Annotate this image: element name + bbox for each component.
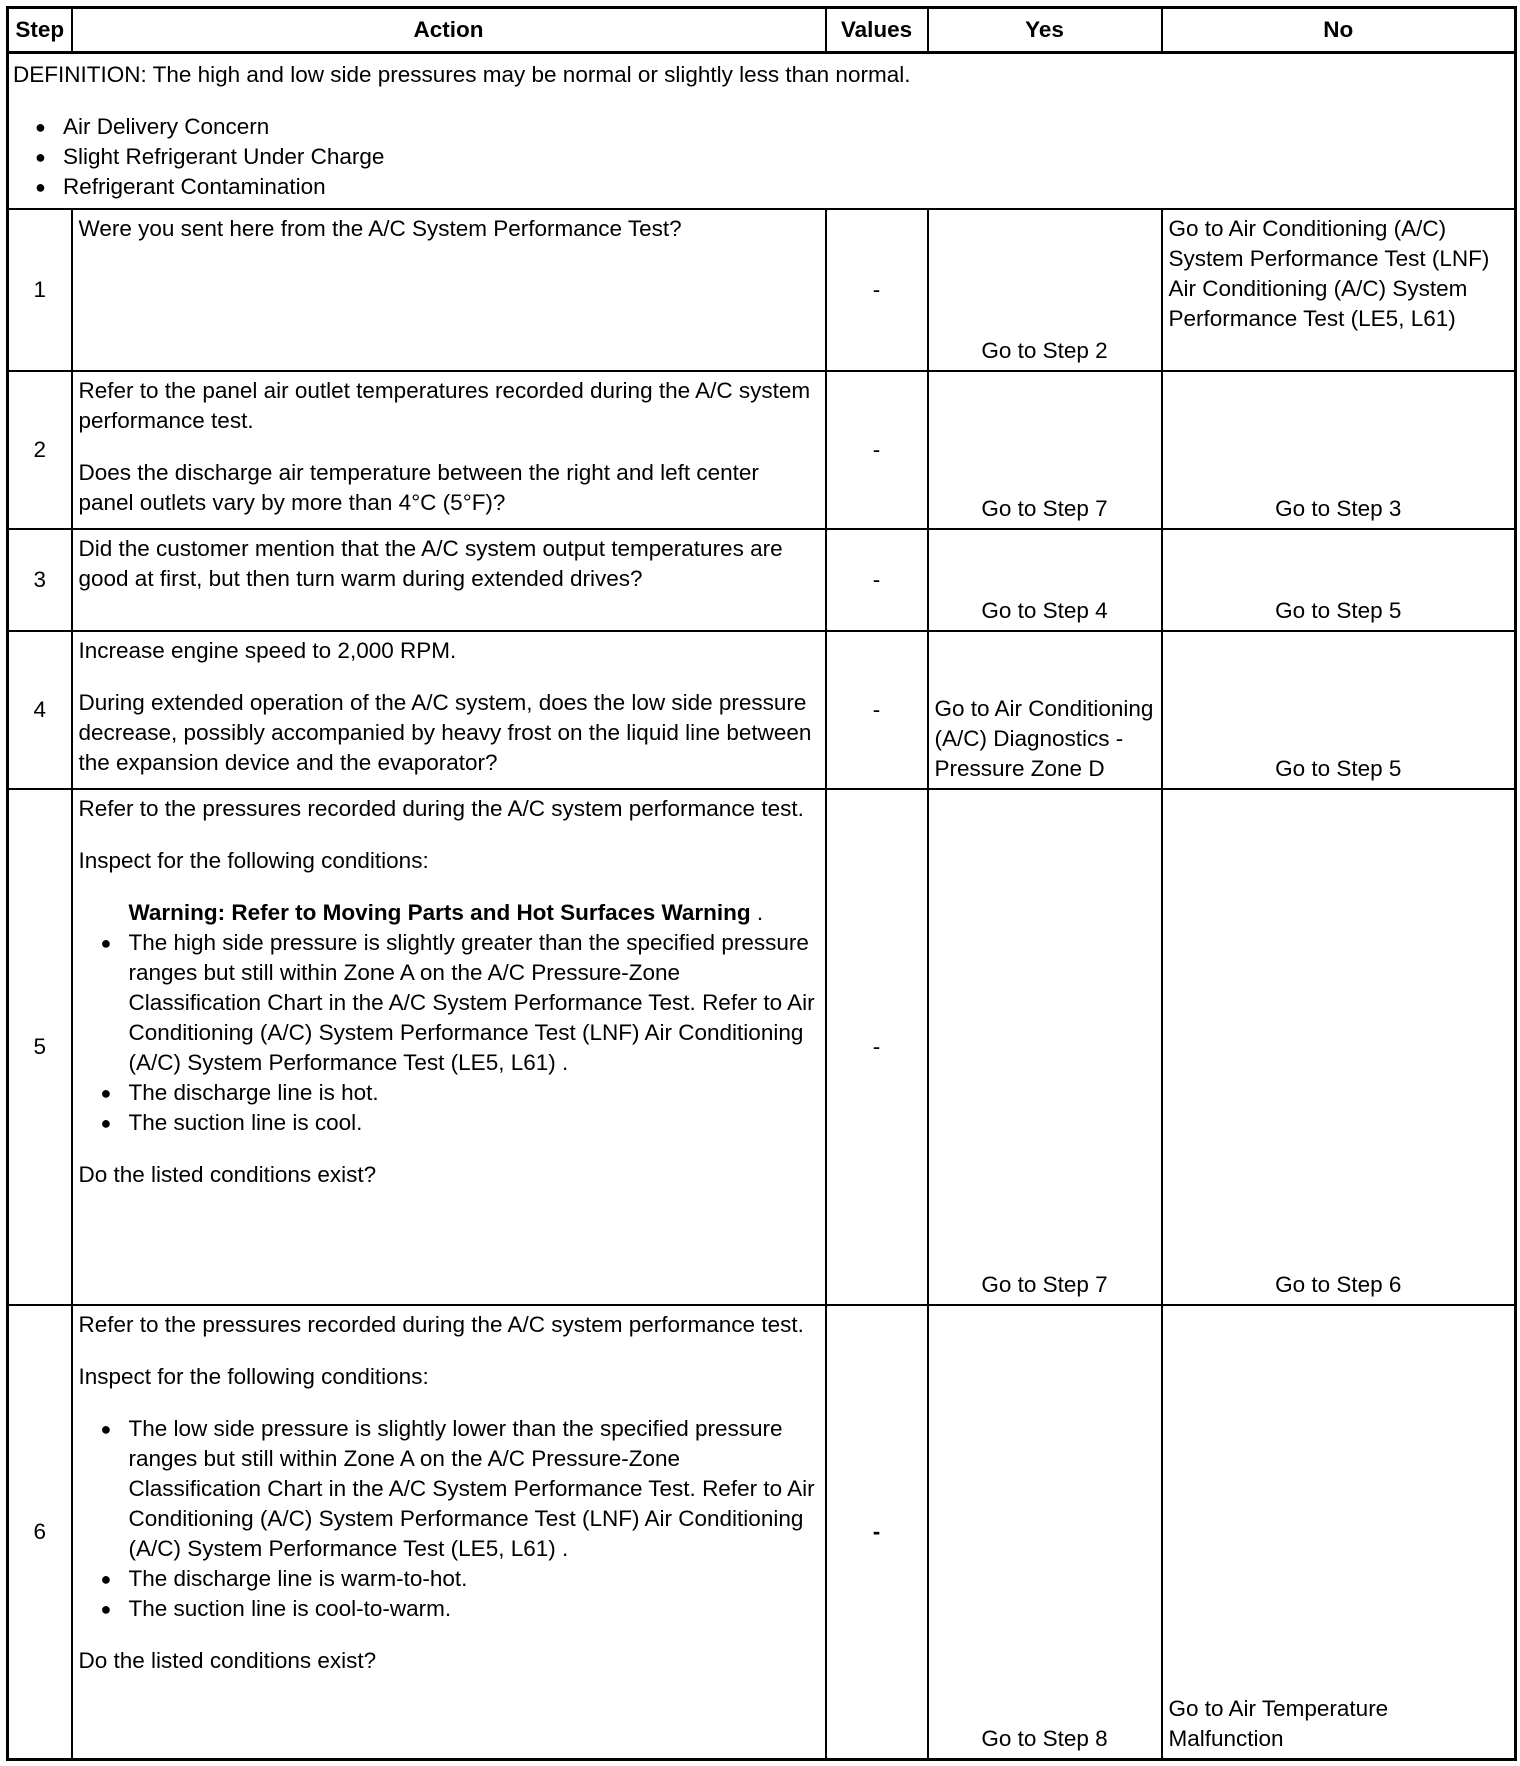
table-row xyxy=(8,789,1516,1305)
yes-cell: Go to Step 4 xyxy=(928,529,1162,631)
definition-bullets xyxy=(13,112,1508,202)
action-text: Refer to the pressures recorded during the A/C system performance test. xyxy=(78,796,804,821)
step-number: 2 xyxy=(8,371,72,529)
condition-list xyxy=(79,928,819,1138)
values-cell: - xyxy=(826,631,928,789)
values-cell: - xyxy=(826,209,928,371)
definition-text: DEFINITION: The high and low side pressures may be normal or slightly less than normal. xyxy=(13,62,911,87)
step-number: 3 xyxy=(8,529,72,631)
definition-bullet: ● Slight Refrigerant Under Charge xyxy=(13,142,1508,172)
definition-bullet: ● Air Delivery Concern xyxy=(13,112,1508,142)
header-row xyxy=(8,8,1516,53)
condition-list xyxy=(79,1414,819,1624)
yes-cell: Go to Step 7 xyxy=(928,371,1162,529)
warning-note xyxy=(79,898,819,928)
no-cell: Go to Step 5 xyxy=(1162,529,1516,631)
action-text: Refer to the panel air outlet temperatures recorded during the A/C system performance test. xyxy=(78,378,811,433)
values-cell: - xyxy=(826,371,928,529)
action-question: During extended operation of the A/C system, does the low side pressure decrease, possibly accompanied by heavy frost on the liquid line between the expansion device and the evaporator? xyxy=(78,690,812,775)
table-row xyxy=(8,371,1516,529)
warning-tail: . xyxy=(750,900,764,925)
table-row xyxy=(8,209,1516,371)
values-cell: - xyxy=(826,1305,928,1759)
action-question: Does the discharge air temperature between the right and left center panel outlets vary by more than 4°C (5°F)? xyxy=(78,460,759,515)
yes-cell: Go to Step 2 xyxy=(928,209,1162,371)
condition-item: ● The suction line is cool-to-warm. xyxy=(79,1594,819,1624)
condition-item: ● The discharge line is warm-to-hot. xyxy=(79,1564,819,1594)
yes-cell: Go to Air Conditioning (A/C) Diagnostics - Pressure Zone D xyxy=(928,631,1162,789)
action-cell xyxy=(72,371,826,529)
definition-cell xyxy=(8,53,1516,210)
header-yes: Yes xyxy=(928,8,1162,53)
table-row xyxy=(8,529,1516,631)
header-no: No xyxy=(1162,8,1516,53)
condition-item: ● The high side pressure is slightly greater than the specified pressure ranges but still within Zone A on the A/C Pressure-Zone Classification Chart in the A/C System Performance Test. Refer to Air Conditioning (A/C) System Performance Test (LNF) Air Conditioning (A/C) System Performance Test (LE5, L61) . xyxy=(79,928,819,1078)
action-text: Were you sent here from the A/C System Performance Test? xyxy=(78,216,682,241)
values-cell: - xyxy=(826,789,928,1305)
action-question: Do the listed conditions exist? xyxy=(78,1162,377,1187)
header-action: Action xyxy=(72,8,826,53)
action-text: Refer to the pressures recorded during the A/C system performance test. xyxy=(78,1312,804,1337)
action-text: Did the customer mention that the A/C system output temperatures are good at first, but then turn warm during extended drives? xyxy=(78,536,783,591)
step-number: 5 xyxy=(8,789,72,1305)
header-step: Step xyxy=(8,8,72,53)
no-cell: Go to Air Conditioning (A/C) System Performance Test (LNF) Air Conditioning (A/C) System Performance Test (LE5, L61) xyxy=(1162,209,1516,371)
no-cell: Go to Step 3 xyxy=(1162,371,1516,529)
action-cell xyxy=(72,789,826,1305)
values-cell: - xyxy=(826,529,928,631)
inspect-text: Inspect for the following conditions: xyxy=(78,848,429,873)
yes-cell: Go to Step 8 xyxy=(928,1305,1162,1759)
step-number: 6 xyxy=(8,1305,72,1759)
yes-cell: Go to Step 7 xyxy=(928,789,1162,1305)
no-cell: Go to Step 5 xyxy=(1162,631,1516,789)
action-cell xyxy=(72,529,826,631)
condition-item: ● The low side pressure is slightly lower than the specified pressure ranges but still within Zone A on the A/C Pressure-Zone Classification Chart in the A/C System Performance Test. Refer to Air Conditioning (A/C) System Performance Test (LNF) Air Conditioning (A/C) System Performance Test (LE5, L61) . xyxy=(79,1414,819,1564)
diagnostic-table xyxy=(6,6,1517,1761)
inspect-text: Inspect for the following conditions: xyxy=(78,1364,429,1389)
table-row xyxy=(8,1305,1516,1759)
condition-item: ● The suction line is cool. xyxy=(79,1108,819,1138)
no-cell: Go to Step 6 xyxy=(1162,789,1516,1305)
action-cell xyxy=(72,1305,826,1759)
action-text: Increase engine speed to 2,000 RPM. xyxy=(78,638,457,663)
condition-item: ● The discharge line is hot. xyxy=(79,1078,819,1108)
definition-row xyxy=(8,53,1516,210)
action-cell xyxy=(72,631,826,789)
table-row xyxy=(8,631,1516,789)
step-number: 1 xyxy=(8,209,72,371)
no-cell: Go to Air Temperature Malfunction xyxy=(1162,1305,1516,1759)
action-cell xyxy=(72,209,826,371)
action-question: Do the listed conditions exist? xyxy=(78,1648,377,1673)
step-number: 4 xyxy=(8,631,72,789)
warning-text: Warning: Refer to Moving Parts and Hot Surfaces Warning xyxy=(128,900,751,925)
header-values: Values xyxy=(826,8,928,53)
definition-bullet: ● Refrigerant Contamination xyxy=(13,172,1508,202)
diagnostic-table-container xyxy=(6,6,1514,1761)
